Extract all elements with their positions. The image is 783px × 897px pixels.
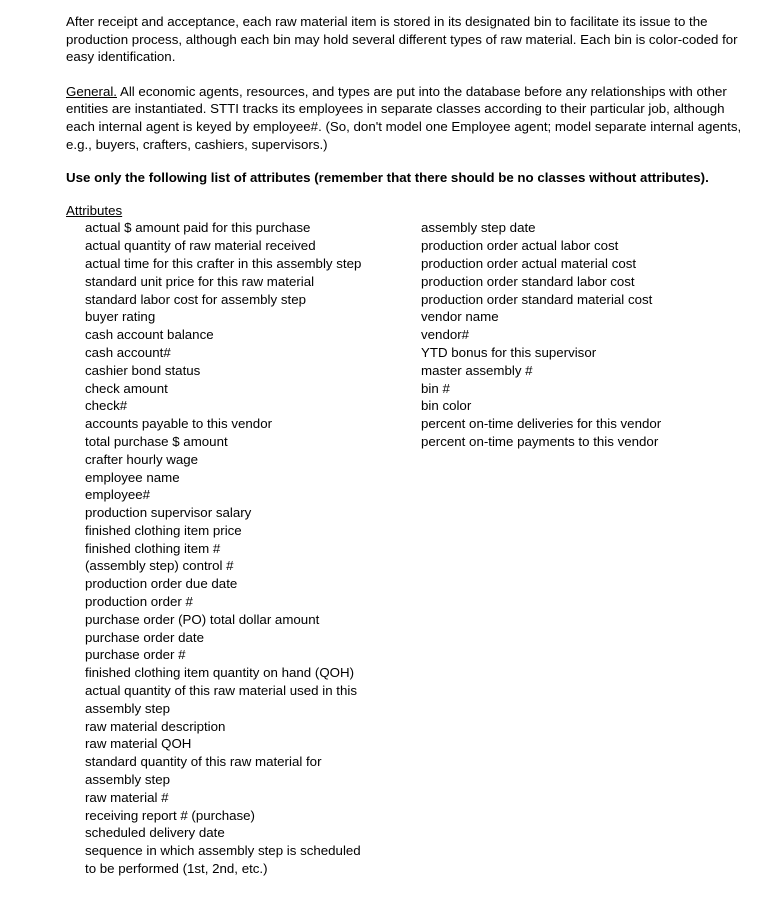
attribute-item: raw material #: [85, 789, 169, 805]
attribute-item: vendor#: [421, 327, 470, 343]
attribute-item: actual $ amount paid for this purchase: [85, 220, 311, 236]
attribute-item: production supervisor salary: [85, 505, 252, 521]
attribute-item: bin #: [421, 380, 450, 396]
attribute-item: employee name: [85, 469, 180, 485]
general-label: General.: [66, 83, 117, 99]
attribute-item: master assembly #: [421, 362, 533, 378]
attribute-item: vendor name: [421, 309, 499, 325]
attribute-item: bin color: [421, 398, 472, 414]
attributes-heading: Attributes: [66, 202, 123, 218]
attribute-item: standard quantity of this raw material for: [85, 754, 322, 770]
attribute-item: production order #: [85, 594, 193, 610]
attribute-item: finished clothing item #: [85, 540, 221, 556]
attribute-item: percent on-time payments to this vendor: [421, 433, 659, 449]
attributes-left-column: [85, 219, 421, 877]
attribute-item: production order actual material cost: [421, 255, 637, 271]
attribute-item: production order due date: [85, 576, 238, 592]
attribute-item: to be performed (1st, 2nd, etc.): [85, 861, 268, 877]
intro-paragraph: After receipt and acceptance, each raw material item is stored in its designated bin to facilitate its issue to the production process, although each bin may hold several different types of raw material. Each bin is color-coded for easy identification.: [66, 14, 738, 65]
attribute-item: production order standard labor cost: [421, 273, 635, 289]
instruction-text: Use only the following list of attributes (remember that there should be no classes without attributes).: [66, 170, 709, 186]
attribute-item: percent on-time deliveries for this vendor: [421, 416, 662, 432]
attribute-item: production order standard material cost: [421, 291, 653, 307]
attributes-right-column: [421, 219, 721, 877]
document-page: [66, 13, 746, 878]
attribute-item: assembly step date: [421, 220, 536, 236]
attribute-item: purchase order #: [85, 647, 186, 663]
attribute-item: cashier bond status: [85, 362, 201, 378]
attribute-item: buyer rating: [85, 309, 156, 325]
attribute-item: standard unit price for this raw material: [85, 273, 315, 289]
attribute-item: crafter hourly wage: [85, 451, 199, 467]
attribute-item: cash account#: [85, 344, 171, 360]
attribute-item: accounts payable to this vendor: [85, 416, 273, 432]
attribute-item: raw material QOH: [85, 736, 192, 752]
attribute-item: YTD bonus for this supervisor: [421, 344, 597, 360]
attribute-item: check amount: [85, 380, 168, 396]
attribute-item: check#: [85, 398, 128, 414]
attribute-item: finished clothing item quantity on hand (QOH): [85, 665, 355, 681]
attribute-item: purchase order date: [85, 629, 205, 645]
attribute-item: actual time for this crafter in this assembly step: [85, 255, 362, 271]
attribute-item: sequence in which assembly step is scheduled: [85, 843, 361, 859]
attribute-item: raw material description: [85, 718, 226, 734]
attribute-item: actual quantity of this raw material used in this: [85, 683, 357, 699]
attribute-item: assembly step: [85, 772, 170, 788]
general-paragraph: [66, 83, 746, 153]
attribute-item: scheduled delivery date: [85, 825, 225, 841]
attribute-item: finished clothing item price: [85, 522, 242, 538]
attribute-item: total purchase $ amount: [85, 433, 228, 449]
attribute-item: actual quantity of raw material received: [85, 238, 316, 254]
attributes-columns: [66, 219, 746, 877]
attribute-item: cash account balance: [85, 327, 214, 343]
general-text: All economic agents, resources, and types are put into the database before any relationships with other entities are instantiated. STTI tracks its employees in separate classes according to their particular job, although each internal agent is keyed by employee#. (So, don't model one Employee agent; model separate internal agents, e.g., buyers, crafters, cashiers, supervisors.): [66, 83, 742, 152]
attribute-item: receiving report # (purchase): [85, 807, 255, 823]
attribute-item: employee#: [85, 487, 151, 503]
attribute-item: assembly step: [85, 700, 170, 716]
attribute-item: standard labor cost for assembly step: [85, 291, 306, 307]
attribute-item: (assembly step) control #: [85, 558, 234, 574]
attribute-item: production order actual labor cost: [421, 238, 619, 254]
attribute-item: purchase order (PO) total dollar amount: [85, 611, 320, 627]
